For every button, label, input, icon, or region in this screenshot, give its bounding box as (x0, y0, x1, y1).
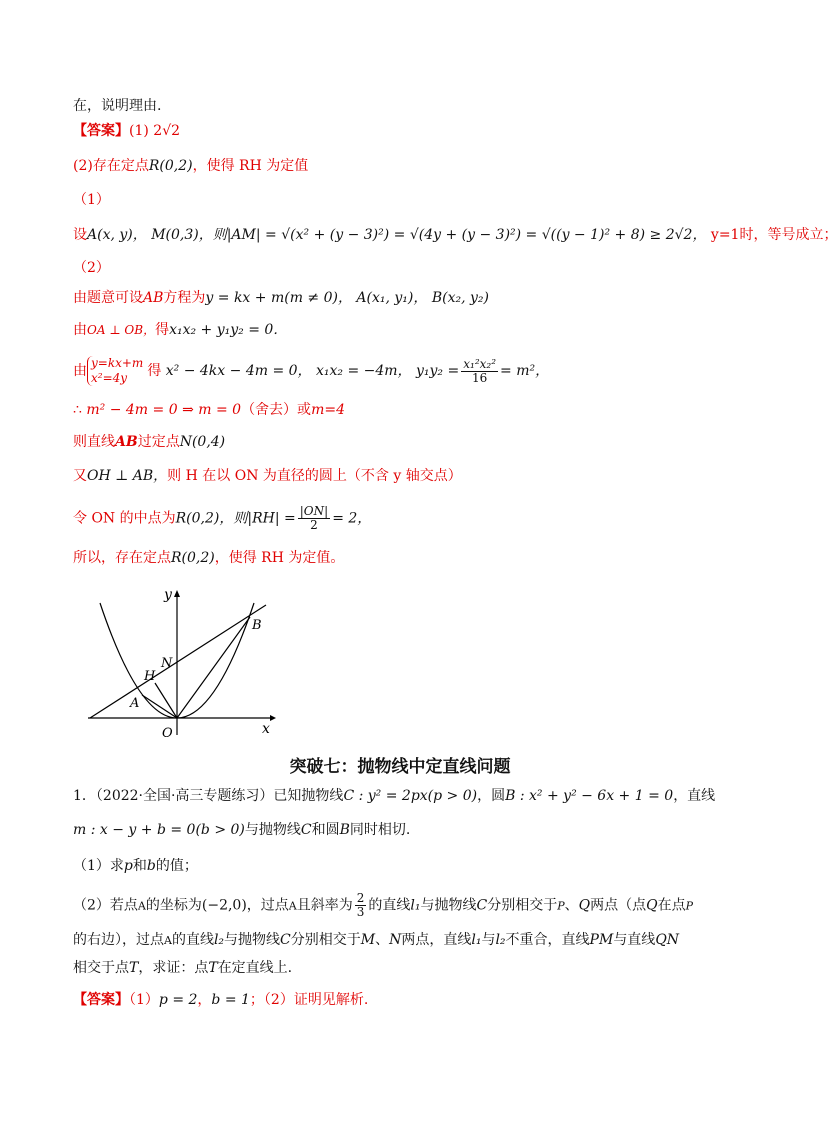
solution2-line6: 又OH ⊥ AB，则 H 在以 ON 为直径的圆上（不含 y 轴交点） (73, 468, 462, 484)
fraction-y1y2: $\frac{\text{x₁²x₂²}}{16}$ (463, 356, 497, 385)
problem-line3: （1）求p和b的值； (73, 858, 198, 874)
problem-line4: （2）若点A的坐标为(−2,0)，过点A且斜率为 $\frac{2}{3}$ 的直线l₁与抛物线C分别相交于P、Q两点（点Q在点P (73, 891, 693, 919)
problem-line5: 的右边），过点A的直线l₂与抛物线C分别相交于M、N两点，直线l₁与l₂不重合，直线PM与直线QN (73, 932, 680, 948)
answer2-line: (2)存在定点R(0,2)，使得 RH 为定值 (73, 158, 309, 174)
section-title: 突破七：抛物线中定直线问题 (289, 757, 511, 777)
label-y: y (164, 587, 172, 603)
problem-line1: 1．（2022·全国·高三专题练习）已知抛物线C : y² = 2px(p > 0)，圆B : x² + y² − 6x + 1 = 0，直线 (73, 788, 716, 804)
label-A: A (130, 696, 140, 711)
segment-OH (155, 683, 177, 718)
solution2-heading: （2） (73, 260, 110, 276)
solution2-line2: 由OA ⊥ OB，得x₁x₂ + y₁y₂ = 0． (73, 322, 288, 338)
solution2-line5: 则直线AB过定点N(0,4) (73, 434, 226, 450)
label-B: B (252, 618, 262, 633)
line-AB (90, 605, 266, 718)
x-axis-arrow (270, 715, 276, 721)
solution2-line8: 所以，存在定点R(0,2)，使得 RH 为定值。 (73, 550, 345, 566)
solution2-line7: 令 ON 的中点为R(0,2)，则|RH| = $\frac{|ON|}{2}$ = 2， (73, 504, 372, 532)
fraction-ON: $\frac{|ON|}{2}$ (299, 504, 329, 532)
segment-OA (142, 695, 177, 718)
segment-OB (177, 617, 250, 718)
solution2-line1: 由题意可设AB方程为y = kx + m(m ≠ 0)， A(x₁, y₁)， B(x₂, y₂) (73, 290, 489, 306)
solution2-line4: ∴ m² − 4m = 0 ⇒ m = 0（舍去）或m=4 (73, 402, 345, 418)
solution2-line3: 由 y=kx+m x²=4y 得 x² − 4kx − 4m = 0， x₁x₂ = −4m， y₁y₂ = $\frac{\text{x₁²x₂²}}{16}$ = m²， (73, 356, 550, 385)
answer-line: 【答案】(1) 2√2 (73, 123, 181, 139)
y-axis-arrow (174, 590, 180, 597)
problem-answer-line: 【答案】（1）p = 2，b = 1；（2）证明见解析. (73, 992, 369, 1008)
intro-line: 在，说明理由. (73, 98, 162, 114)
equation-system: y=kx+m x²=4y (87, 356, 143, 386)
parabola-figure (80, 585, 280, 745)
fraction-slope: $\frac{2}{3}$ (356, 891, 365, 919)
label-O: O (162, 726, 173, 741)
problem-line6: 相交于点T，求证：点T在定直线上. (73, 960, 293, 976)
solution1-line: 设A(x, y)， M(0,3)，则|AM| = √(x² + (y − 3)²) = √(4y + (y − 3)²) = √((y − 1)² + 8) ≥ 2√2， y=1时，等号成立； (73, 227, 837, 243)
label-H: H (144, 669, 156, 684)
problem-line2: m : x − y + b = 0(b > 0)与抛物线C和圆B同时相切. (73, 822, 411, 838)
solution1-heading: （1） (73, 192, 110, 208)
label-N: N (161, 656, 173, 671)
label-x: x (262, 721, 270, 737)
